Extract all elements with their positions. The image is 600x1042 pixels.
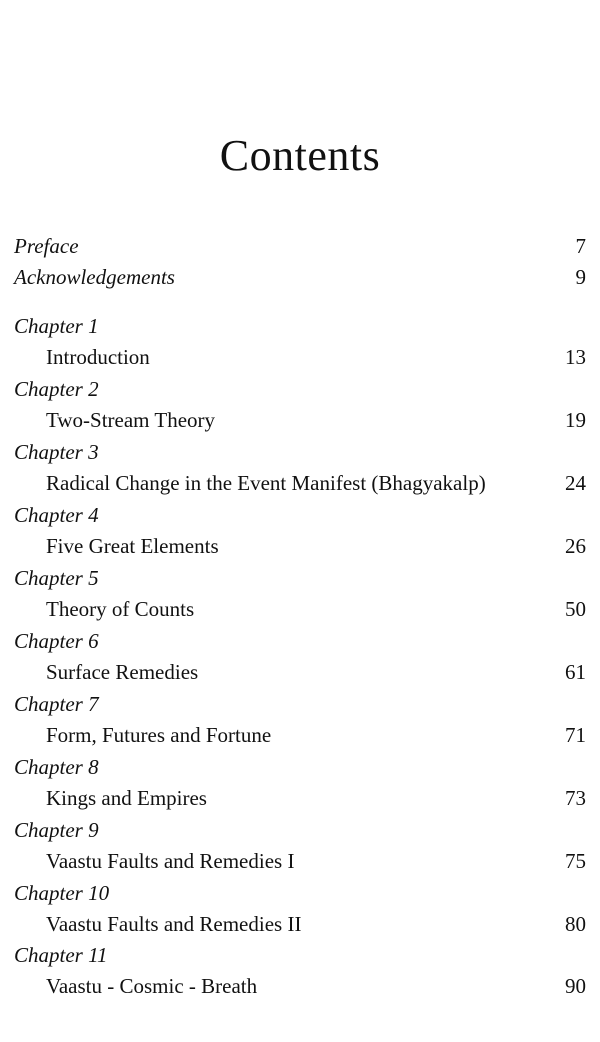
toc-entry-chapter-8[interactable]	[0, 783, 600, 814]
toc-page-number: 19	[565, 408, 586, 432]
chapter-number: Chapter 10	[14, 881, 110, 905]
chapter-number: Chapter 2	[14, 377, 99, 401]
chapter-number: Chapter 4	[14, 503, 99, 527]
toc-entry-chapter-4[interactable]	[0, 531, 600, 562]
chapter-number: Chapter 6	[14, 629, 99, 653]
toc-page-number: 13	[565, 345, 586, 369]
toc-page-number: 50	[565, 597, 586, 621]
toc-page-number: 26	[565, 534, 586, 558]
chapter-number: Chapter 5	[14, 566, 99, 590]
toc-page-number: 73	[565, 786, 586, 810]
chapter-heading	[0, 940, 600, 971]
chapter-title: Form, Futures and Fortune	[46, 723, 272, 747]
toc-entry-chapter-5[interactable]	[0, 594, 600, 625]
toc-entry-preface[interactable]	[0, 231, 600, 262]
chapter-number: Chapter 8	[14, 755, 99, 779]
chapter-heading	[0, 689, 600, 720]
chapter-heading	[0, 311, 600, 342]
chapter-number: Chapter 1	[14, 314, 99, 338]
chapter-number: Chapter 9	[14, 818, 99, 842]
toc-entry-chapter-1[interactable]	[0, 342, 600, 373]
chapter-heading	[0, 752, 600, 783]
chapter-title: Five Great Elements	[46, 534, 219, 558]
page-title: Contents	[219, 131, 381, 180]
chapter-title: Two-Stream Theory	[46, 408, 216, 432]
chapter-number: Chapter 7	[14, 692, 99, 716]
toc-entry-chapter-10[interactable]	[0, 909, 600, 940]
chapter-title: Vaastu Faults and Remedies II	[46, 912, 302, 936]
chapter-title: Vaastu - Cosmic - Breath	[46, 974, 258, 998]
toc-page-number: 71	[565, 723, 586, 747]
chapter-title: Introduction	[46, 345, 150, 369]
chapter-number: Chapter 11	[14, 943, 108, 967]
chapter-title: Surface Remedies	[46, 660, 199, 684]
toc-page-number: 61	[565, 660, 586, 684]
toc-page-number: 9	[575, 265, 586, 289]
chapter-heading	[0, 500, 600, 531]
chapter-number: Chapter 3	[14, 440, 99, 464]
chapter-heading	[0, 437, 600, 468]
chapter-heading	[0, 815, 600, 846]
toc-page-number: 75	[565, 849, 586, 873]
toc-entry-chapter-3[interactable]	[0, 468, 600, 499]
chapter-heading	[0, 374, 600, 405]
chapter-heading	[0, 626, 600, 657]
chapter-title: Kings and Empires	[46, 786, 207, 810]
chapter-heading	[0, 563, 600, 594]
toc-page-number: 80	[565, 912, 586, 936]
toc-entry-label: Acknowledgements	[14, 265, 175, 289]
toc-entry-chapter-9[interactable]	[0, 846, 600, 877]
chapter-title: Vaastu Faults and Remedies I	[46, 849, 295, 873]
toc-entry-chapter-2[interactable]	[0, 405, 600, 436]
chapter-heading	[0, 878, 600, 909]
chapter-title: Theory of Counts	[46, 597, 195, 621]
toc-entry-acknowledgements[interactable]	[0, 262, 600, 293]
toc-entry-chapter-7[interactable]	[0, 720, 600, 751]
toc-page-number: 90	[565, 974, 586, 998]
chapter-title: Radical Change in the Event Manifest (Bhagyakalp)	[46, 471, 486, 495]
toc-entry-label: Preface	[14, 234, 79, 258]
toc-entry-chapter-6[interactable]	[0, 657, 600, 688]
toc-entry-chapter-11[interactable]	[0, 971, 600, 1002]
toc-page-number: 24	[565, 471, 586, 495]
toc-page-number: 7	[575, 234, 586, 258]
